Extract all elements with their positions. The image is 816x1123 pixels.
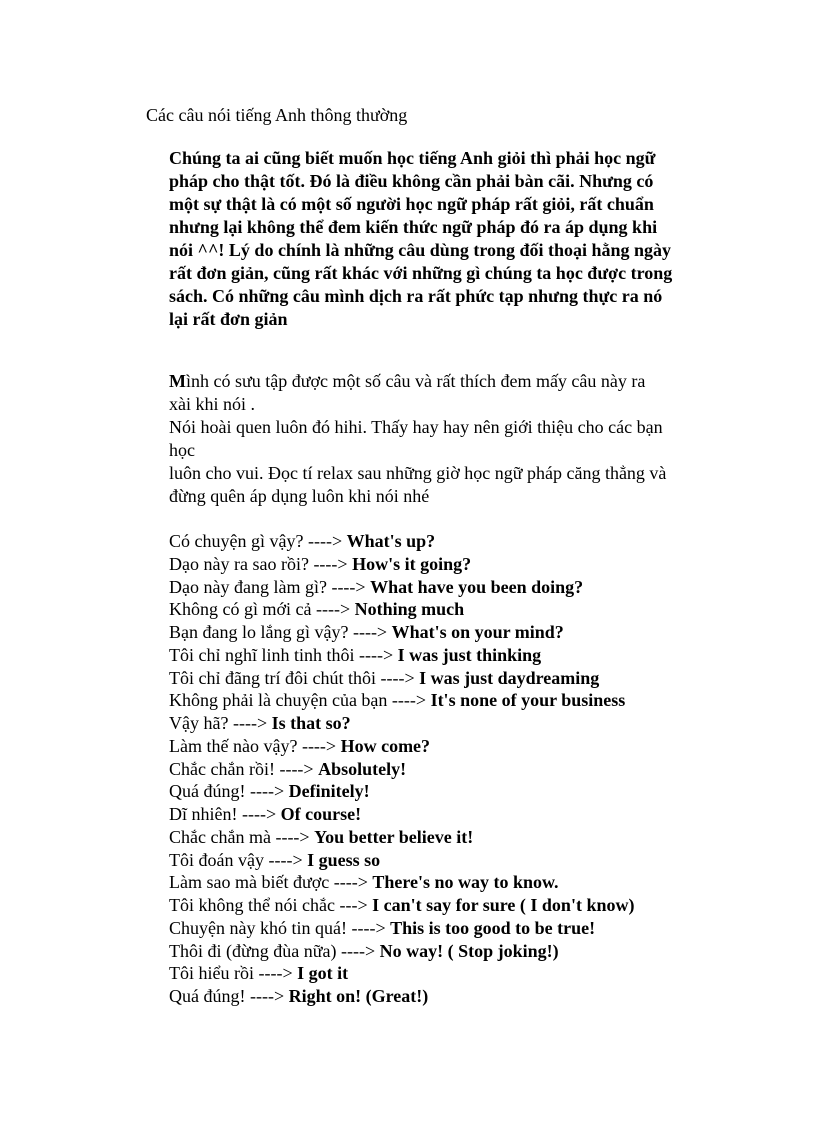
- phrase-item: [169, 667, 729, 690]
- phrase-english: No way! ( Stop joking!): [379, 940, 559, 961]
- phrase-english: Of course!: [280, 804, 362, 824]
- phrase-item: [169, 758, 729, 781]
- phrase-vietnamese: Tôi đoán vậy ---->: [169, 849, 308, 870]
- phrase-vietnamese: Tôi hiểu rồi ---->: [169, 963, 298, 984]
- phrase-english: I got it: [297, 963, 349, 984]
- phrase-english: I was just daydreaming: [419, 667, 600, 688]
- phrase-item: [169, 644, 729, 667]
- phrase-item: [169, 735, 729, 758]
- phrase-list: [169, 530, 729, 1008]
- phrase-vietnamese: Không có gì mới cả ---->: [169, 599, 355, 620]
- phrase-item: [169, 917, 729, 940]
- phrase-item: [169, 530, 729, 553]
- phrase-item: [169, 803, 729, 826]
- phrase-english: I can't say for sure ( I don't know): [372, 895, 635, 915]
- body-line-1-text: ình có sưu tập được một số câu và rất thích đem mấy câu này ra xài khi nói .: [169, 371, 646, 414]
- phrase-item: [169, 712, 729, 735]
- phrase-vietnamese: Có chuyện gì vậy? ---->: [169, 531, 347, 551]
- phrase-vietnamese: Chắc chắn mà ---->: [169, 826, 315, 847]
- phrase-item: [169, 849, 729, 872]
- phrase-item: [169, 576, 729, 599]
- phrase-vietnamese: Tôi chỉ nghĩ linh tinh thôi ---->: [169, 644, 398, 665]
- phrase-english: Absolutely!: [318, 758, 407, 779]
- phrase-english: What have you been doing?: [370, 576, 584, 597]
- phrase-item: [169, 780, 729, 803]
- phrase-vietnamese: Quá đúng! ---->: [169, 986, 289, 1006]
- phrase-vietnamese: Làm sao mà biết được ---->: [169, 872, 373, 893]
- phrase-english: How's it going?: [352, 553, 472, 574]
- phrase-english: This is too good to be true!: [390, 917, 596, 938]
- body-line-3: luôn cho vui. Đọc tí relax sau những giờ học ngữ pháp căng thẳng và: [169, 463, 667, 483]
- phrase-item: [169, 553, 729, 576]
- body-paragraph: [169, 370, 669, 508]
- phrase-english: What's up?: [346, 531, 436, 551]
- phrase-item: [169, 689, 729, 712]
- phrase-english: It's none of your business: [430, 690, 626, 711]
- intro-paragraph: Chúng ta ai cũng biết muốn học tiếng Anh giỏi thì phải học ngữ pháp cho thật tốt. Đó là điều không cần phải bàn cãi. Nhưng có một sự thật là có một số người học ngữ pháp rất giỏi, rất chuẩn nhưng lại không thể đem kiến thức ngữ pháp đó ra áp dụng khi nói ^^! Lý do chính là những câu dùng trong đối thoại hằng ngày rất đơn giản, cũng rất khác với những gì chúng ta học được trong sách. Có những câu mình dịch ra rất phức tạp nhưng thực ra nó lại rất đơn giản: [169, 148, 673, 329]
- phrase-english: You better believe it!: [314, 826, 474, 847]
- phrase-english: I was just thinking: [397, 644, 542, 665]
- phrase-item: [169, 598, 729, 621]
- phrase-item: [169, 871, 729, 894]
- phrase-english: I guess so: [307, 849, 381, 870]
- phrase-vietnamese: Tôi chỉ đãng trí đôi chút thôi ---->: [169, 667, 420, 688]
- phrase-item: [169, 894, 729, 917]
- drop-letter: M: [169, 371, 186, 391]
- phrase-english: What's on your mind?: [391, 622, 564, 642]
- phrase-vietnamese: Dĩ nhiên! ---->: [169, 804, 281, 824]
- phrase-item: [169, 940, 729, 963]
- phrase-vietnamese: Không phải là chuyện của bạn ---->: [169, 690, 431, 711]
- phrase-vietnamese: Dạo này ra sao rồi? ---->: [169, 553, 353, 574]
- phrase-english: Definitely!: [288, 781, 370, 802]
- phrase-english: Right on! (Great!): [288, 986, 429, 1006]
- phrase-item: [169, 621, 729, 644]
- phrase-english: Is that so?: [271, 713, 351, 733]
- phrase-item: [169, 985, 729, 1008]
- phrase-english: How come?: [340, 735, 431, 756]
- phrase-english: There's no way to know.: [372, 872, 559, 893]
- phrase-vietnamese: Chuyện này khó tin quá! ---->: [169, 917, 391, 938]
- body-line-2: Nói hoài quen luôn đó hihi. Thấy hay hay nên giới thiệu cho các bạn học: [169, 417, 663, 460]
- phrase-vietnamese: Vậy hã? ---->: [169, 713, 272, 733]
- body-line-1: [169, 370, 669, 416]
- phrase-vietnamese: Chắc chắn rồi! ---->: [169, 758, 319, 779]
- phrase-vietnamese: Quá đúng! ---->: [169, 781, 289, 802]
- phrase-item: [169, 826, 729, 849]
- phrase-vietnamese: Dạo này đang làm gì? ---->: [169, 576, 371, 597]
- phrase-vietnamese: Thôi đi (đừng đùa nữa) ---->: [169, 940, 380, 961]
- phrase-item: [169, 962, 729, 985]
- phrase-vietnamese: Làm thế nào vậy? ---->: [169, 735, 341, 756]
- document-title: Các câu nói tiếng Anh thông thường: [146, 105, 408, 125]
- body-line-4: đừng quên áp dụng luôn khi nói nhé: [169, 486, 430, 506]
- phrase-vietnamese: Bạn đang lo lắng gì vậy? ---->: [169, 622, 392, 642]
- phrase-vietnamese: Tôi không thể nói chắc --->: [169, 895, 373, 915]
- phrase-english: Nothing much: [354, 599, 465, 620]
